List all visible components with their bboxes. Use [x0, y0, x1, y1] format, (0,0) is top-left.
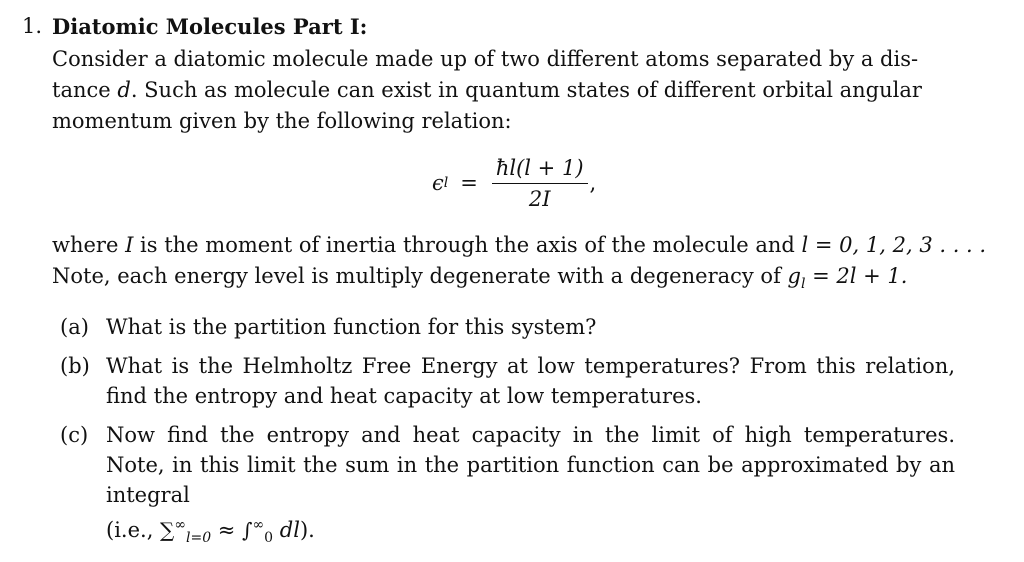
degeneracy-subscript: l	[800, 276, 806, 292]
epsilon-subscript: l	[443, 175, 449, 191]
math-prefix: (i.e.,	[106, 518, 161, 542]
equals-sign: =	[460, 171, 478, 195]
degeneracy-text: Note, each energy level is multiply degenerate with a degeneracy of	[52, 264, 788, 288]
where-text: where	[52, 233, 126, 257]
sub-question-text	[106, 420, 955, 553]
intro-text: tance	[52, 78, 118, 102]
where-text: is the moment of inertia through the axis of the molecule and	[133, 233, 802, 257]
sub-question-a	[60, 312, 955, 342]
sum-lower-limit: l=0	[186, 530, 212, 546]
intro-line-1: Consider a diatomic molecule made up of two different atoms separated by a dis-	[52, 47, 919, 71]
degeneracy-formula: = 2l + 1.	[805, 264, 908, 288]
integral-approximation	[106, 510, 955, 553]
sub-question-c-body: Now find the entropy and heat capacity in the limit of high temperatures. Note, in this limit the sum in the partition function can be approximated by an integral	[106, 423, 955, 507]
math-suffix: ).	[299, 518, 315, 542]
sub-question-label: (a)	[60, 315, 89, 339]
sub-question-b	[60, 351, 955, 411]
epsilon-symbol: ϵ	[432, 171, 444, 195]
sub-question-c	[60, 420, 955, 553]
integral-symbol: ∫	[242, 518, 253, 542]
where-paragraph	[52, 230, 987, 300]
intro-line-2	[52, 75, 957, 106]
problem-number: 1.	[22, 14, 43, 38]
degeneracy-symbol: g	[787, 264, 801, 288]
where-line-2	[52, 261, 957, 300]
energy-equation	[0, 152, 1024, 214]
intro-text: . Such as molecule can exist in quantum states of different orbital angular	[130, 78, 922, 102]
approx-sign: ≈	[211, 518, 243, 542]
sum-upper-limit: ∞	[174, 517, 186, 533]
sub-question-text: What is the Helmholtz Free Energy at low temperatures? From this relation, find the entropy and heat capacity at low temperatures.	[106, 354, 955, 408]
l-values: l = 0, 1, 2, 3 . . . .	[801, 233, 987, 257]
where-line-1	[52, 230, 987, 261]
fraction	[492, 156, 588, 211]
sub-questions	[60, 312, 955, 562]
sub-question-label: (c)	[60, 423, 89, 447]
integral-lower-limit: 0	[264, 530, 274, 546]
sub-question-label: (b)	[60, 354, 90, 378]
equation-comma: ,	[589, 171, 597, 195]
sub-question-text: What is the partition function for this system?	[106, 315, 597, 339]
integral-upper-limit: ∞	[252, 517, 265, 533]
inertia-variable: I	[125, 233, 134, 257]
problem-title: Diatomic Molecules Part I:	[52, 14, 368, 39]
distance-variable: d	[117, 78, 131, 102]
integral-body: dl	[273, 518, 300, 542]
intro-line-3: momentum given by the following relation:	[52, 109, 512, 133]
problem-intro	[52, 44, 957, 137]
sum-symbol: ∑	[160, 518, 175, 542]
fraction-denominator: 2I	[528, 186, 551, 211]
fraction-numerator: ħl(l + 1)	[492, 156, 588, 184]
